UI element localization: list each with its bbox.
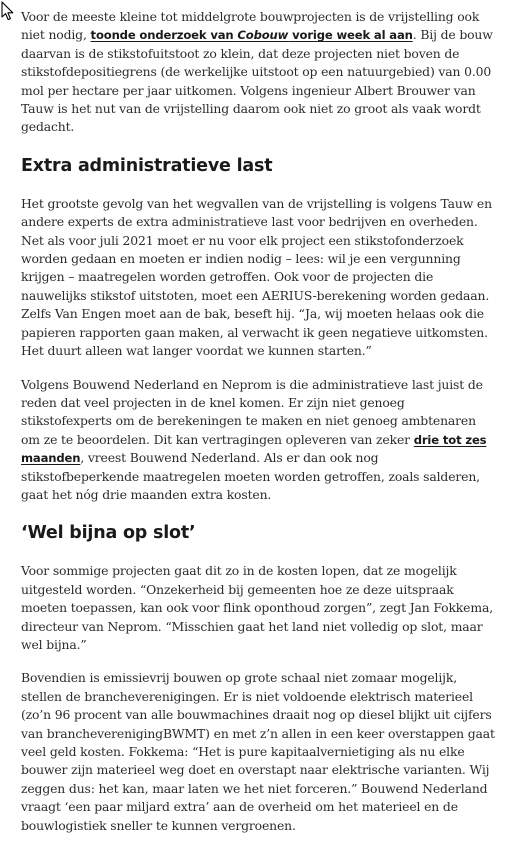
drie-tot-zes-maanden-link[interactable]: drie tot zes maanden — [21, 432, 487, 466]
paragraph-text: Volgens Bouwend Nederland en Neprom is die administratieve last juist de reden dat veel projecten in de knel komen. Er zijn niet genoeg stikstofexperts om de berekeningen te maken en niet genoeg ambtenaren om ze te beoordelen. Dit kan vertragingen opleveren van zeker — [21, 376, 483, 447]
article-body — [21, 8, 495, 850]
paragraph-text: , vreest Bouwend Nederland. Als er dan ook nog stikstofbeperkende maatregelen moeten worden getroffen, zoals salderen, gaat het nóg drie maanden extra kosten. — [21, 450, 480, 502]
cobouw-publication-name: Cobouw — [237, 28, 289, 43]
paragraph-kosten: Voor sommige projecten gaat dit zo in de kosten lopen, dat ze mogelijk uitgesteld worden. “Onzekerheid bij gemeenten hoe ze deze uitspraak moeten toepassen, kan ook voor flink oponthoud zorgen”, zegt Jan Fokkema, directeur van Neprom. “Misschien gaat het land niet volledig op slot, maar wel bijna.” — [21, 563, 493, 652]
paragraph-emissievrij-bouwen: Bovendien is emissievrij bouwen op grote schaal niet zomaar mogelijk, stellen de brancheverenigingen. Er is niet voldoende elektrisch materieel (zo’n 96 procent van alle bouwmachines draait nog op diesel blijkt uit cijfers van brancheverenigingBWMT) en met z’n allen in een keer overstappen gaat veel geld kosten. Fokkema: “Het is pure kapitaalvernietiging als nu elke bouwer zijn materieel weg doet en overstapt naar elektrische varianten. Wij zeggen dus: het kan, maar laten we het niet forceren.” Bouwend Nederland vraagt ‘een paar miljard extra’ aan de overheid om het materieel en de bouwlogistiek sneller te kunnen vergroenen. — [21, 670, 495, 833]
mouse-pointer-icon — [1, 1, 15, 21]
paragraph-text: . Bij de bouw daarvan is de stikstofuitstoot zo klein, dat deze projecten niet boven de stikstofdepositiegrens (de werkelijke uitstoot op een natuurgebied) van 0.00 mol per hectare per jaar uitkomen. Volgens ingenieur Albert Brouwer van Tauw is het nut van de vrijstelling daarom ook niet zo groot als vaak wordt gedacht. — [21, 27, 493, 135]
cobouw-research-link[interactable]: toonde onderzoek van Cobouw vorige week al aan — [90, 28, 413, 43]
heading-extra-administratieve-last: Extra administratieve last — [21, 155, 273, 176]
paragraph-text: Voor de meeste kleine tot middelgrote bouwprojecten is de vrijstelling ook niet nodig, — [21, 9, 480, 43]
paragraph-vertragingen — [21, 376, 495, 505]
paragraph-administratieve-last: Het grootste gevolg van het wegvallen van de vrijstelling is volgens Tauw en andere experts de extra administratieve last voor bedrijven en overheden. Net als voor juli 2021 moet er nu voor elk project een stikstofonderzoek worden gedaan en moeten er indien nodig – lees: wil je een vergunning krijgen – maatregelen worden getroffen. Ook voor de projecten die nauwelijks stikstof uitstoten, moet een AERIUS-berekening worden gedaan. Zelfs Van Engen moet aan de bak, beseft hij. “Ja, wij moeten helaas ook die papieren rapporten gaan maken, al verwacht ik geen negatieve uitkomsten. Het duurt alleen wat langer voordat we kunnen starten.” — [21, 195, 492, 359]
paragraph-vrijstelling — [21, 8, 495, 137]
heading-wel-bijna-op-slot: ‘Wel bijna op slot’ — [21, 523, 196, 544]
